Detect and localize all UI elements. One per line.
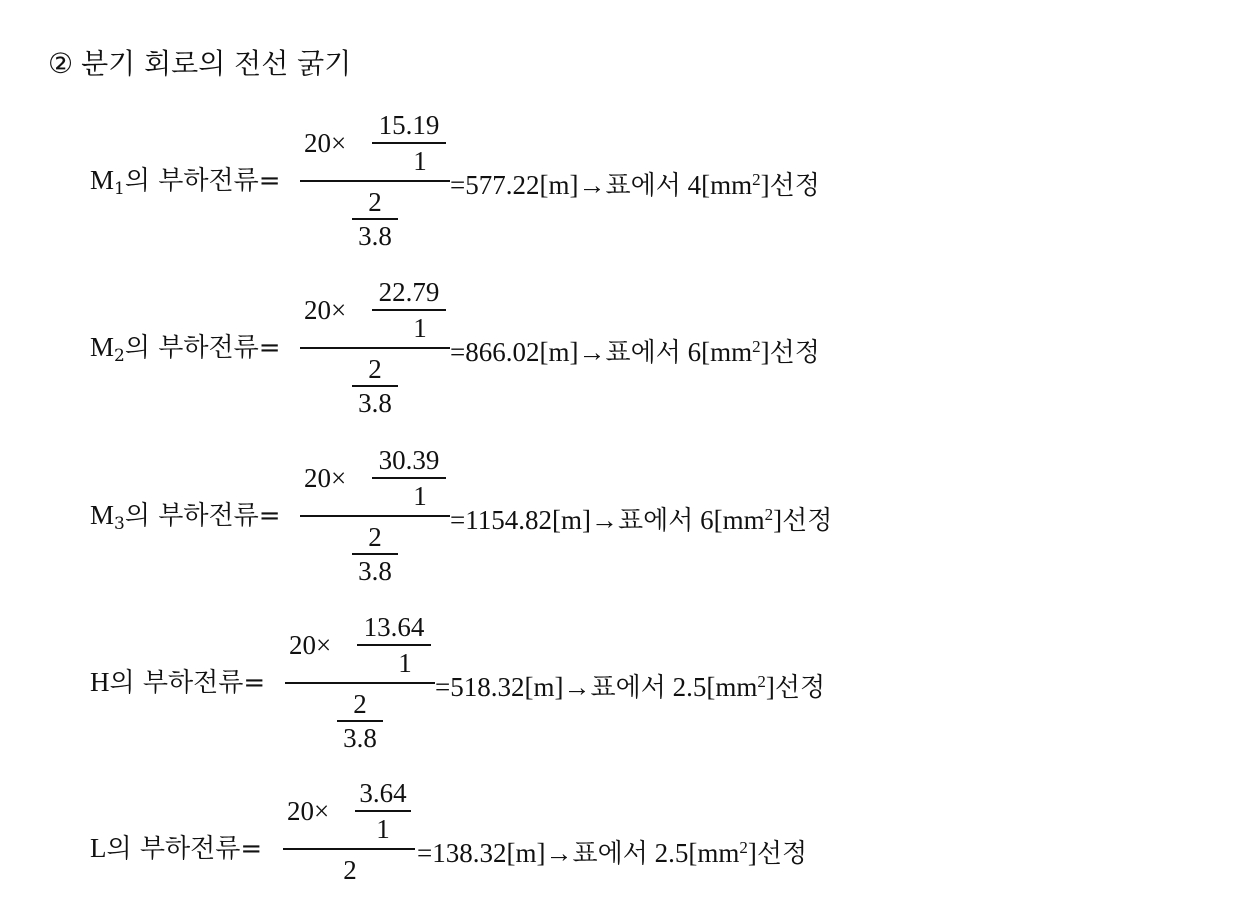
equation-label [90,497,280,542]
main-fraction-bar [283,848,415,850]
select-text: 선정 [756,839,808,869]
equation-result [417,830,807,872]
select-text: 선정 [769,338,820,368]
denominator-denominator: 3.8 [343,722,377,753]
equation-l [90,778,1190,918]
equation-result [435,664,825,706]
main-fraction-bar [285,682,435,684]
coefficient: 20× [304,295,347,325]
fraction-bar [372,142,446,144]
section-title: 분기 회로의 전선 굵기 [81,47,352,80]
bracket-close: ] [760,337,770,367]
equation-label [90,329,280,374]
label-text: 의 부하전류= [106,834,263,864]
load-name: M [90,332,115,362]
inner-denominator: 1 [398,647,412,678]
label-text: 의 부하전류= [124,333,281,363]
denominator-denominator: 3.8 [358,555,392,586]
inner-numerator: 13.64 [363,612,425,642]
fraction-bar [372,477,446,479]
fraction-bar [352,218,398,220]
inner-denominator: 1 [413,145,427,176]
load-subscript: 1 [114,179,125,199]
denominator-denominator: 3.8 [358,220,392,251]
wire-size: 2.5[mm [654,838,740,868]
label-text: 의 부하전류= [109,668,266,698]
denominator-fraction [352,355,398,417]
denominator-fraction [352,523,398,585]
load-name: M [90,165,115,195]
wire-size: 2.5[mm [672,672,758,702]
fraction-bar [355,810,411,812]
table-text: 표에서 [590,673,666,703]
load-name: L [90,833,107,863]
equation-m3 [90,445,1190,585]
select-text: 선정 [769,171,820,201]
label-text: 의 부하전류= [124,501,281,531]
denominator-denominator: 3.8 [358,387,392,418]
inner-fraction [372,277,446,343]
main-fraction-bar [300,347,450,349]
bracket-close: ] [765,672,775,702]
section-heading [48,44,351,84]
inner-denominator: 1 [413,312,427,343]
denominator-numerator: 2 [353,689,367,719]
denominator-numerator: 2 [368,187,382,217]
select-text: 선정 [774,673,826,703]
fraction-bar [372,309,446,311]
load-name: H [90,667,110,697]
load-subscript: 3 [114,514,125,534]
equation-result [450,162,820,204]
equation-result [450,497,832,539]
load-name: M [90,500,115,530]
unit-power: 2 [739,838,748,857]
bracket-close: ] [760,170,770,200]
unit-power: 2 [764,505,774,524]
select-text: 선정 [782,506,833,536]
fraction-bar [352,553,398,555]
equation-label [90,664,265,709]
fraction-bar [337,720,383,722]
result-value: =577.22[m]→ [450,170,606,200]
inner-numerator: 30.39 [378,445,440,475]
inner-fraction [357,612,431,678]
inner-fraction [372,445,446,511]
table-text: 표에서 [605,171,681,201]
result-value: =866.02[m]→ [450,337,606,367]
wire-size: 4[mm [687,170,753,200]
denominator-numerator: 2 [368,522,382,552]
unit-power: 2 [752,337,761,356]
table-text: 표에서 [572,839,648,869]
coefficient: 20× [289,630,332,660]
equation-label [90,162,280,207]
denominator-numerator: 2 [368,354,382,384]
denominator-fraction [352,188,398,250]
main-fraction-bar [300,180,450,182]
fraction-bar [357,644,431,646]
denominator-fraction [327,856,373,884]
denominator-numerator: 2 [343,855,357,885]
fraction-bar [352,385,398,387]
inner-denominator: 1 [376,813,390,844]
table-text: 표에서 [605,338,681,368]
wire-size: 6[mm [687,337,753,367]
result-value: =138.32[m]→ [417,838,573,868]
inner-denominator: 1 [413,480,427,511]
label-text: 의 부하전류= [124,166,281,196]
inner-numerator: 15.19 [378,110,440,140]
result-value: =1154.82[m]→ [450,505,618,535]
equation-label [90,830,262,875]
inner-numerator: 22.79 [378,277,440,307]
coefficient: 20× [304,463,347,493]
bracket-close: ] [773,505,783,535]
equation-m1 [90,110,1190,250]
table-text: 표에서 [617,506,694,536]
inner-fraction [372,110,446,176]
load-subscript: 2 [114,346,125,366]
unit-power: 2 [757,672,766,691]
bracket-close: ] [747,838,757,868]
coefficient: 20× [304,128,347,158]
wire-size: 6[mm [700,505,765,535]
equation-m2 [90,277,1190,417]
equation-result [450,329,820,371]
result-value: =518.32[m]→ [435,672,591,702]
unit-power: 2 [752,170,761,189]
coefficient: 20× [287,796,330,826]
inner-fraction [355,778,411,844]
denominator-fraction [337,690,383,752]
inner-numerator: 3.64 [359,778,407,808]
section-number: ② [48,47,74,80]
main-fraction-bar [300,515,450,517]
equation-h [90,612,1190,752]
